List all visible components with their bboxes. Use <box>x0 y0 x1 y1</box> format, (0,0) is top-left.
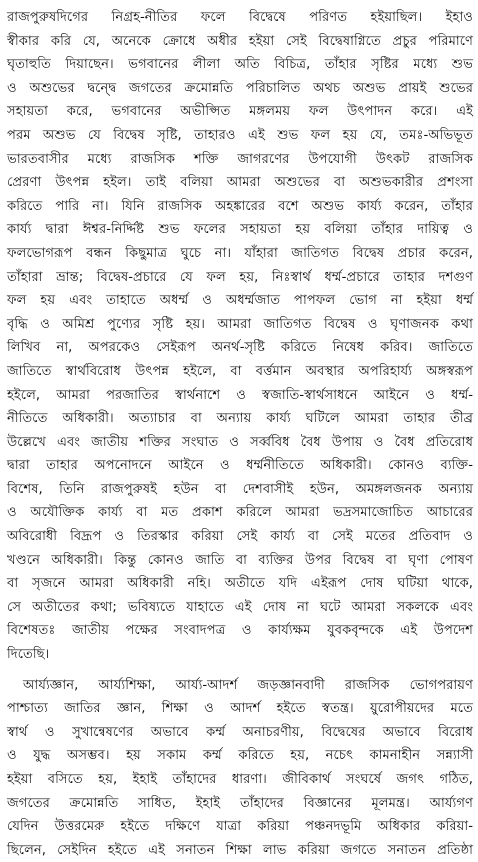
text-line: কার্য্য দ্বারা ঈশ্বর-নির্দ্দিষ্ট শুভ ফলের সহায়তা হয় বলিয়া তাঁহার দায়িত্ব ও <box>7 222 473 238</box>
text-line: পরম অশুভ যে বিদ্বেষ সৃষ্টি, তাহারও এই শুভ ফল হয় যে, তমঃ-অভিভূত <box>7 127 473 143</box>
text-line: ভারতবাসীর মধ্যে রাজসিক শক্তি জাগরণের উপযোগী উৎকট রাজসিক <box>7 151 473 167</box>
text-line: খণ্ডনে অধিকারী। কিন্তু কোনও জাতি বা ব্যক্তির উপর বিদ্বেষ বা ঘৃণা পোষণ <box>7 552 473 568</box>
text-line: ও যুদ্ধ অসম্ভব। হয় সকাম কর্ম্ম করিতে হয়, নচেৎ কামনাহীন সন্ন্যাসী <box>7 748 473 764</box>
text-line: বিশেষ, তিনি রাজপুরুষই হউন বা দেশবাসীই হউন, অমঙ্গলজনক অন্যায় <box>7 481 473 497</box>
text-line: নীতিতে অধিকারী। অত্যাচার বা অন্যায় কার্য্য ঘটিলে আমরা তাহার তীব্র <box>7 411 473 427</box>
text-line: বিশেষতঃ জাতীয় পক্ষের সংবাদপত্র ও কার্য্যক্ষম যুবকবৃন্দকে এই উপদেশ <box>7 623 473 639</box>
text-line: দ্বারা তাহার অপনোদনে আইনে ও ধর্ম্মনীতিতে অধিকারী। কোনও ব্যক্তি- <box>7 458 473 474</box>
text-line: ঘৃতাহুতি দিয়াছেন। ভগবানের লীলা অতি বিচিত্র, তাঁহার সৃষ্টির মধ্যে শুভ <box>7 57 473 73</box>
text-line: ও অযৌক্তিক কার্য্য বা মত প্রকাশ করিলে আমরা ভদ্রসমাজোচিত আচারের <box>7 505 473 521</box>
text-line: করিতে পারি না। যিনি রাজসিক অহঙ্কারের বশে অশুভ কার্য্য করেন, তাঁহার <box>7 198 473 214</box>
text-line: স্বীকার করি যে, অনেকে ক্রোধে অধীর হইয়া সেই বিদ্বেষাগ্নিতে প্রচুর পরিমাণে <box>7 33 473 49</box>
text-line: হইয়া বসিতে হয়, ইহাই তাঁহাদের ধারণা। জীবিকার্থ সংঘর্ষে জগৎ গঠিত, <box>7 772 473 787</box>
text-line: অবিরোধী বিদ্রূপ ও তিরস্কার করিয়া সেই কার্য্য বা সেই মতের প্রতিবাদ ও <box>7 529 473 545</box>
paragraph-1 <box>7 6 473 667</box>
text-line: জগতের ক্রমোন্নতি সাধিত, ইহাই তাঁহাদের বিজ্ঞানের মূলমন্ত্র। আর্য্যগণ <box>7 795 473 811</box>
text-line: লিখিব না, অপরকেও সেইরূপ অনর্থ-সৃষ্টি করিতে নিষেধ করিব। জাতিতে <box>7 340 473 356</box>
paragraph-2 <box>7 674 473 862</box>
text-line: ফল হয় এবং তাহাতে অধর্ম্ম ও অধর্ম্মজাত পাপফল ভোগ না হইয়া ধর্ম্ম <box>7 293 473 309</box>
text-line: সে অতীতের কথা; ভবিষ্যতে যাহাতে এই দোষ না ঘটে আমরা সকলকে এবং <box>7 599 473 615</box>
text-line: প্রেরণা উৎপন্ন হইল। তাই বলিয়া আমরা অশুভের বা অশুভকারীর প্রশংসা <box>7 175 473 191</box>
text-line: ছিলেন, সেইদিন হইতে এই সনাতন শিক্ষা লাভ করিয়া জগতে সনাতন প্রতিষ্ঠা <box>7 842 473 858</box>
text-line: জাতিতে স্বার্থবিরোধ উৎপন্ন হইলে, বা বর্ত্তমান অবস্থার অপরিহার্য্য অঙ্গস্বরূপ <box>7 363 473 379</box>
text-line: উল্লেখে এবং জাতীয় শক্তির সংঘাত ও সর্ব্ববিধ বৈধ উপায় ও বৈধ প্রতিরোধ <box>7 434 473 450</box>
text-line-first: আর্য্যজ্ঞান, আর্য্যশিক্ষা, আর্য্য-আদর্শ জড়জ্ঞানবাদী রাজসিক ভোগপরায়ণ <box>23 677 473 693</box>
text-line: পাশ্চাত্য জাতির জ্ঞান, শিক্ষা ও আদর্শ হইতে স্বতন্ত্র। য়ুরোপীয়দের মতে <box>7 701 473 717</box>
text-line-last: দিতেছি। <box>7 647 50 663</box>
text-line: বা সৃজনে আমরা অধিকারী নহি। অতীতে যদি এইরূপ দোষ ঘটিয়া থাকে, <box>7 576 473 592</box>
text-line: তাঁহারা ভ্রান্ত; বিদ্বেষ-প্রচারে যে ফল হয়, নিঃস্বার্থ ধর্ম্ম-প্রচারে তাহার দশগুণ <box>7 269 473 285</box>
text-line: হইলে, আমরা পরজাতির স্বার্থনাশে ও স্বজাতি-স্বার্থসাধনে আইনে ও ধর্ম্ম- <box>7 387 473 403</box>
text-line: যেদিন উত্তরমেরু হইতে দক্ষিণে যাত্রা করিয়া পঞ্চনদভূমি অধিকার করিয়া- <box>7 819 473 835</box>
text-line: সহায়তা করে, ভগবানের অভীপ্সিত মঙ্গলময় ফল উৎপাদন করে। এই <box>7 104 473 120</box>
text-line: ফলভোগরূপ বন্ধন কিছুমাত্র ঘুচে না। যাঁহারা জাতিগত বিদ্বেষ প্রচার করেন, <box>7 245 473 261</box>
text-line: রাজপুরুষদিগের নিগ্রহ-নীতির ফলে বিদ্বেষে পরিণত হইয়াছিল। ইহাও <box>7 10 473 25</box>
text-line: স্বার্থ ও সুখান্বেষণের অভাবে কর্ম্ম অনাচরণীয়, বিদ্বেষের অভাবে বিরোধ <box>7 724 473 740</box>
text-line: বৃদ্ধি ও অমিশ্র পুণ্যের সৃষ্টি হয়। আমরা জাতিগত বিদ্বেষ ও ঘৃণাজনক কথা <box>7 316 473 332</box>
text-line: ও অশুভের দ্বন্দ্বে জগতের ক্রমোন্নতি পরিচালিত অথচ অশুভ প্রায়ই শুভের <box>7 80 473 96</box>
